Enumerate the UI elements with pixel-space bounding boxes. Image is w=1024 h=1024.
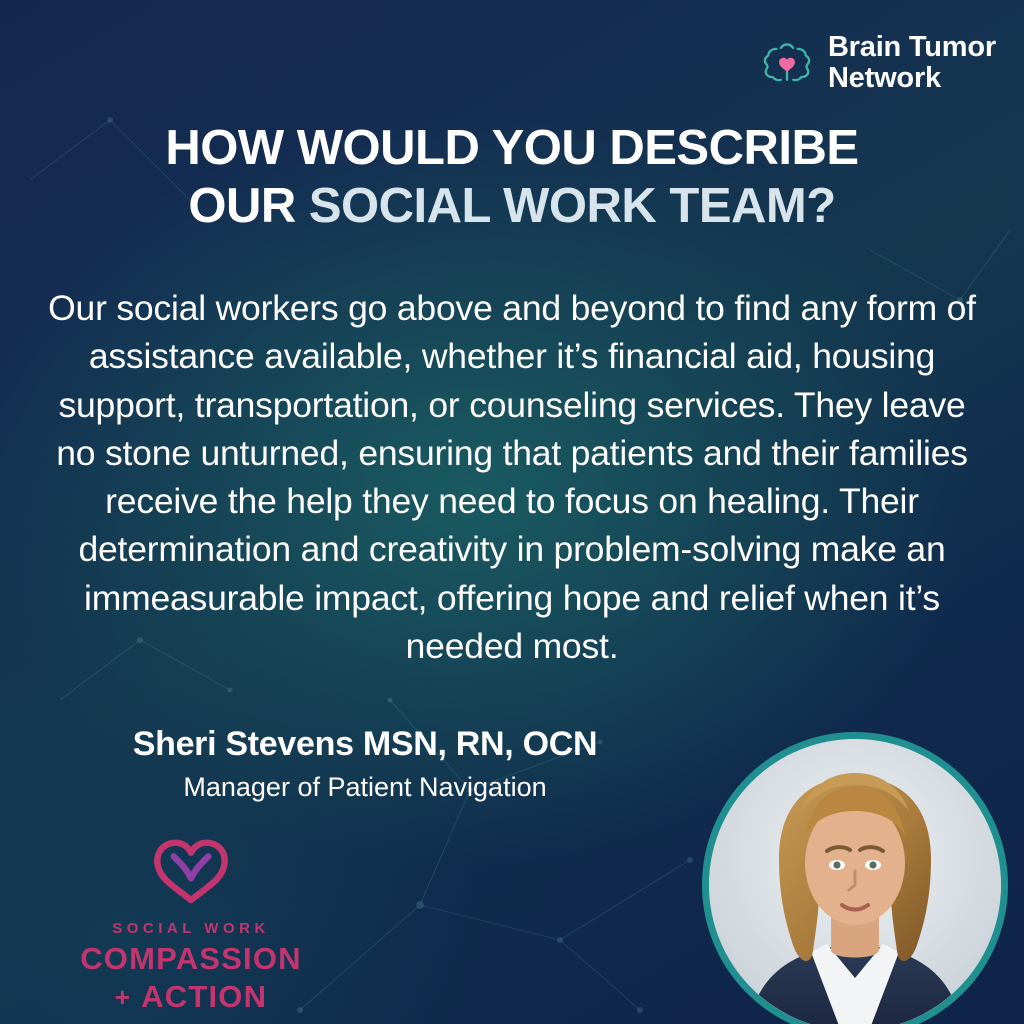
headline-line2-accent: SOCIAL WORK TEAM? (308, 178, 836, 233)
brand-name-line2: Network (827, 62, 941, 95)
campaign-line2: ACTION (141, 979, 268, 1015)
heart-hands-icon (66, 829, 316, 916)
portrait-photo (709, 739, 1001, 1024)
attribution-role: Manager of Patient Navigation (183, 771, 547, 802)
brand-logo (760, 32, 996, 95)
attribution (0, 724, 690, 803)
campaign-line2-wrap (66, 979, 316, 1016)
headline-line1: HOW WOULD YOU DESCRIBE (165, 121, 859, 175)
attribution-name: Sheri Stevens MSN, RN, OCN (132, 725, 598, 763)
campaign-line1: COMPASSION (80, 940, 302, 976)
brain-heart-icon (760, 40, 814, 86)
brand-name (828, 32, 996, 95)
campaign-badge (66, 829, 316, 1016)
page-title (0, 120, 1024, 236)
brand-name-line1: Brain Tumor (827, 31, 996, 63)
headline-line2-plain: OUR (188, 178, 309, 233)
quote-text: Our social workers go above and beyond to find any form of assistance available, whether it’s financial aid, housing support, transportation, or counseling services. They leave no stone unturned, ensuring that patients and their families receive the help they need to focus on healing. Their determination and creativity in problem-solving make an immeasurable impact, offering hope and relief when it’s needed most. (48, 288, 976, 666)
plus-icon: + (114, 982, 132, 1013)
avatar (702, 732, 1008, 1024)
campaign-eyebrow: SOCIAL WORK (112, 919, 270, 937)
